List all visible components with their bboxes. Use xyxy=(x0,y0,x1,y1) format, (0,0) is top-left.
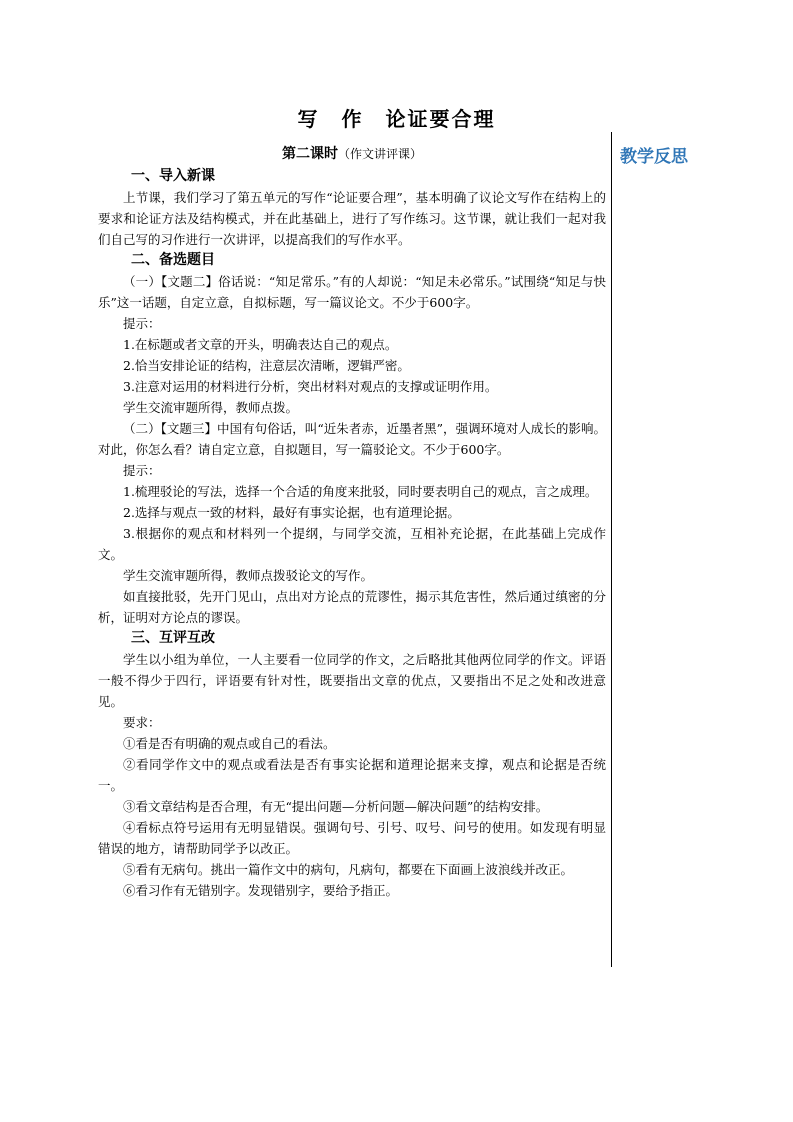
section-heading: 二、备选题目 xyxy=(131,252,215,268)
paragraph: 2.恰当安排论证的结构，注意层次清晰，逻辑严密。 xyxy=(123,358,410,373)
paragraph: ④看标点符号运用有无明显错误。强调句号、引号、叹号、问号的使用。如发现有明显错误的地方，请帮助同学予以改正。 xyxy=(98,820,606,856)
paragraph: ⑤看有无病句。挑出一篇作文中的病句，凡病句，都要在下面画上波浪线并改正。 xyxy=(123,862,574,877)
paragraph: （二）【文题三】中国有句俗话，叫“近朱者赤，近墨者黑”，强调环境对人成长的影响。对此，你怎么看？请自定立意，自拟题目，写一篇驳论文。不少于600字。 xyxy=(98,421,606,457)
column-divider xyxy=(611,132,612,967)
main-content xyxy=(98,142,606,901)
lesson-title xyxy=(98,142,606,166)
paragraph: ②看同学作文中的观点或看法是否有事实论据和道理论据来支撑，观点和论据是否统一。 xyxy=(98,757,606,793)
paragraph: 学生交流审题所得，教师点拨。 xyxy=(123,400,299,415)
paragraph: 如直接批驳，先开门见山，点出对方论点的荒谬性，揭示其危害性，然后通过缜密的分析，证明对方论点的谬误。 xyxy=(98,589,606,625)
paragraph: 要求： xyxy=(123,715,161,730)
paragraph: 3.注意对运用的材料进行分析，突出材料对观点的支撑或证明作用。 xyxy=(123,379,498,394)
paragraph: ⑥看习作有无错别字。发现错别字，要给予指正。 xyxy=(123,883,399,898)
paragraph: 2.选择与观点一致的材料，最好有事实论据，也有道理论据。 xyxy=(123,505,460,520)
teaching-reflection-label: 教学反思 xyxy=(620,147,688,167)
lesson-subtitle: （作文讲评课） xyxy=(337,147,422,161)
paragraph: 1.梳理驳论的写法，选择一个合适的角度来批驳，同时要表明自己的观点，言之成理。 xyxy=(123,484,598,499)
paragraph: 学生交流审题所得，教师点拨驳论文的写作。 xyxy=(123,568,374,583)
paragraph: 3.根据你的观点和材料列一个提纲，与同学交流，互相补充论据，在此基础上完成作文。 xyxy=(98,526,606,562)
section-heading: 一、导入新课 xyxy=(131,168,215,184)
paragraph: ③看文章结构是否合理，有无“提出问题—分析问题—解决问题”的结构安排。 xyxy=(123,799,549,814)
paragraph: 1.在标题或者文章的开头，明确表达自己的观点。 xyxy=(123,337,398,352)
paragraph: 上节课，我们学习了第五单元的写作“论证要合理”，基本明确了议论文写作在结构上的要求和论证方法及结构模式，并在此基础上，进行了写作练习。这节课，就让我们一起对我们自己写的习作进行一次讲评，以提高我们的写作水平。 xyxy=(98,190,606,247)
paragraph: 学生以小组为单位，一人主要看一位同学的作文，之后略批其他两位同学的作文。评语一般不得少于四行，评语要有针对性，既要指出文章的优点，又要指出不足之处和改进意见。 xyxy=(98,652,606,709)
page-title: 写 作 论证要合理 xyxy=(297,107,496,131)
section-heading: 三、互评互改 xyxy=(131,630,215,646)
paragraph: 提示： xyxy=(123,463,161,478)
paragraph: （一）【文题二】俗话说：“知足常乐。”有的人却说：“知足未必常乐。”试围绕“知足与快乐”这一话题，自定立意，自拟标题，写一篇议论文。不少于600字。 xyxy=(98,274,606,310)
lesson-title-text: 第二课时 xyxy=(281,146,338,162)
paragraph: ①看是否有明确的观点或自己的看法。 xyxy=(123,736,336,751)
paragraph: 提示： xyxy=(123,316,161,331)
